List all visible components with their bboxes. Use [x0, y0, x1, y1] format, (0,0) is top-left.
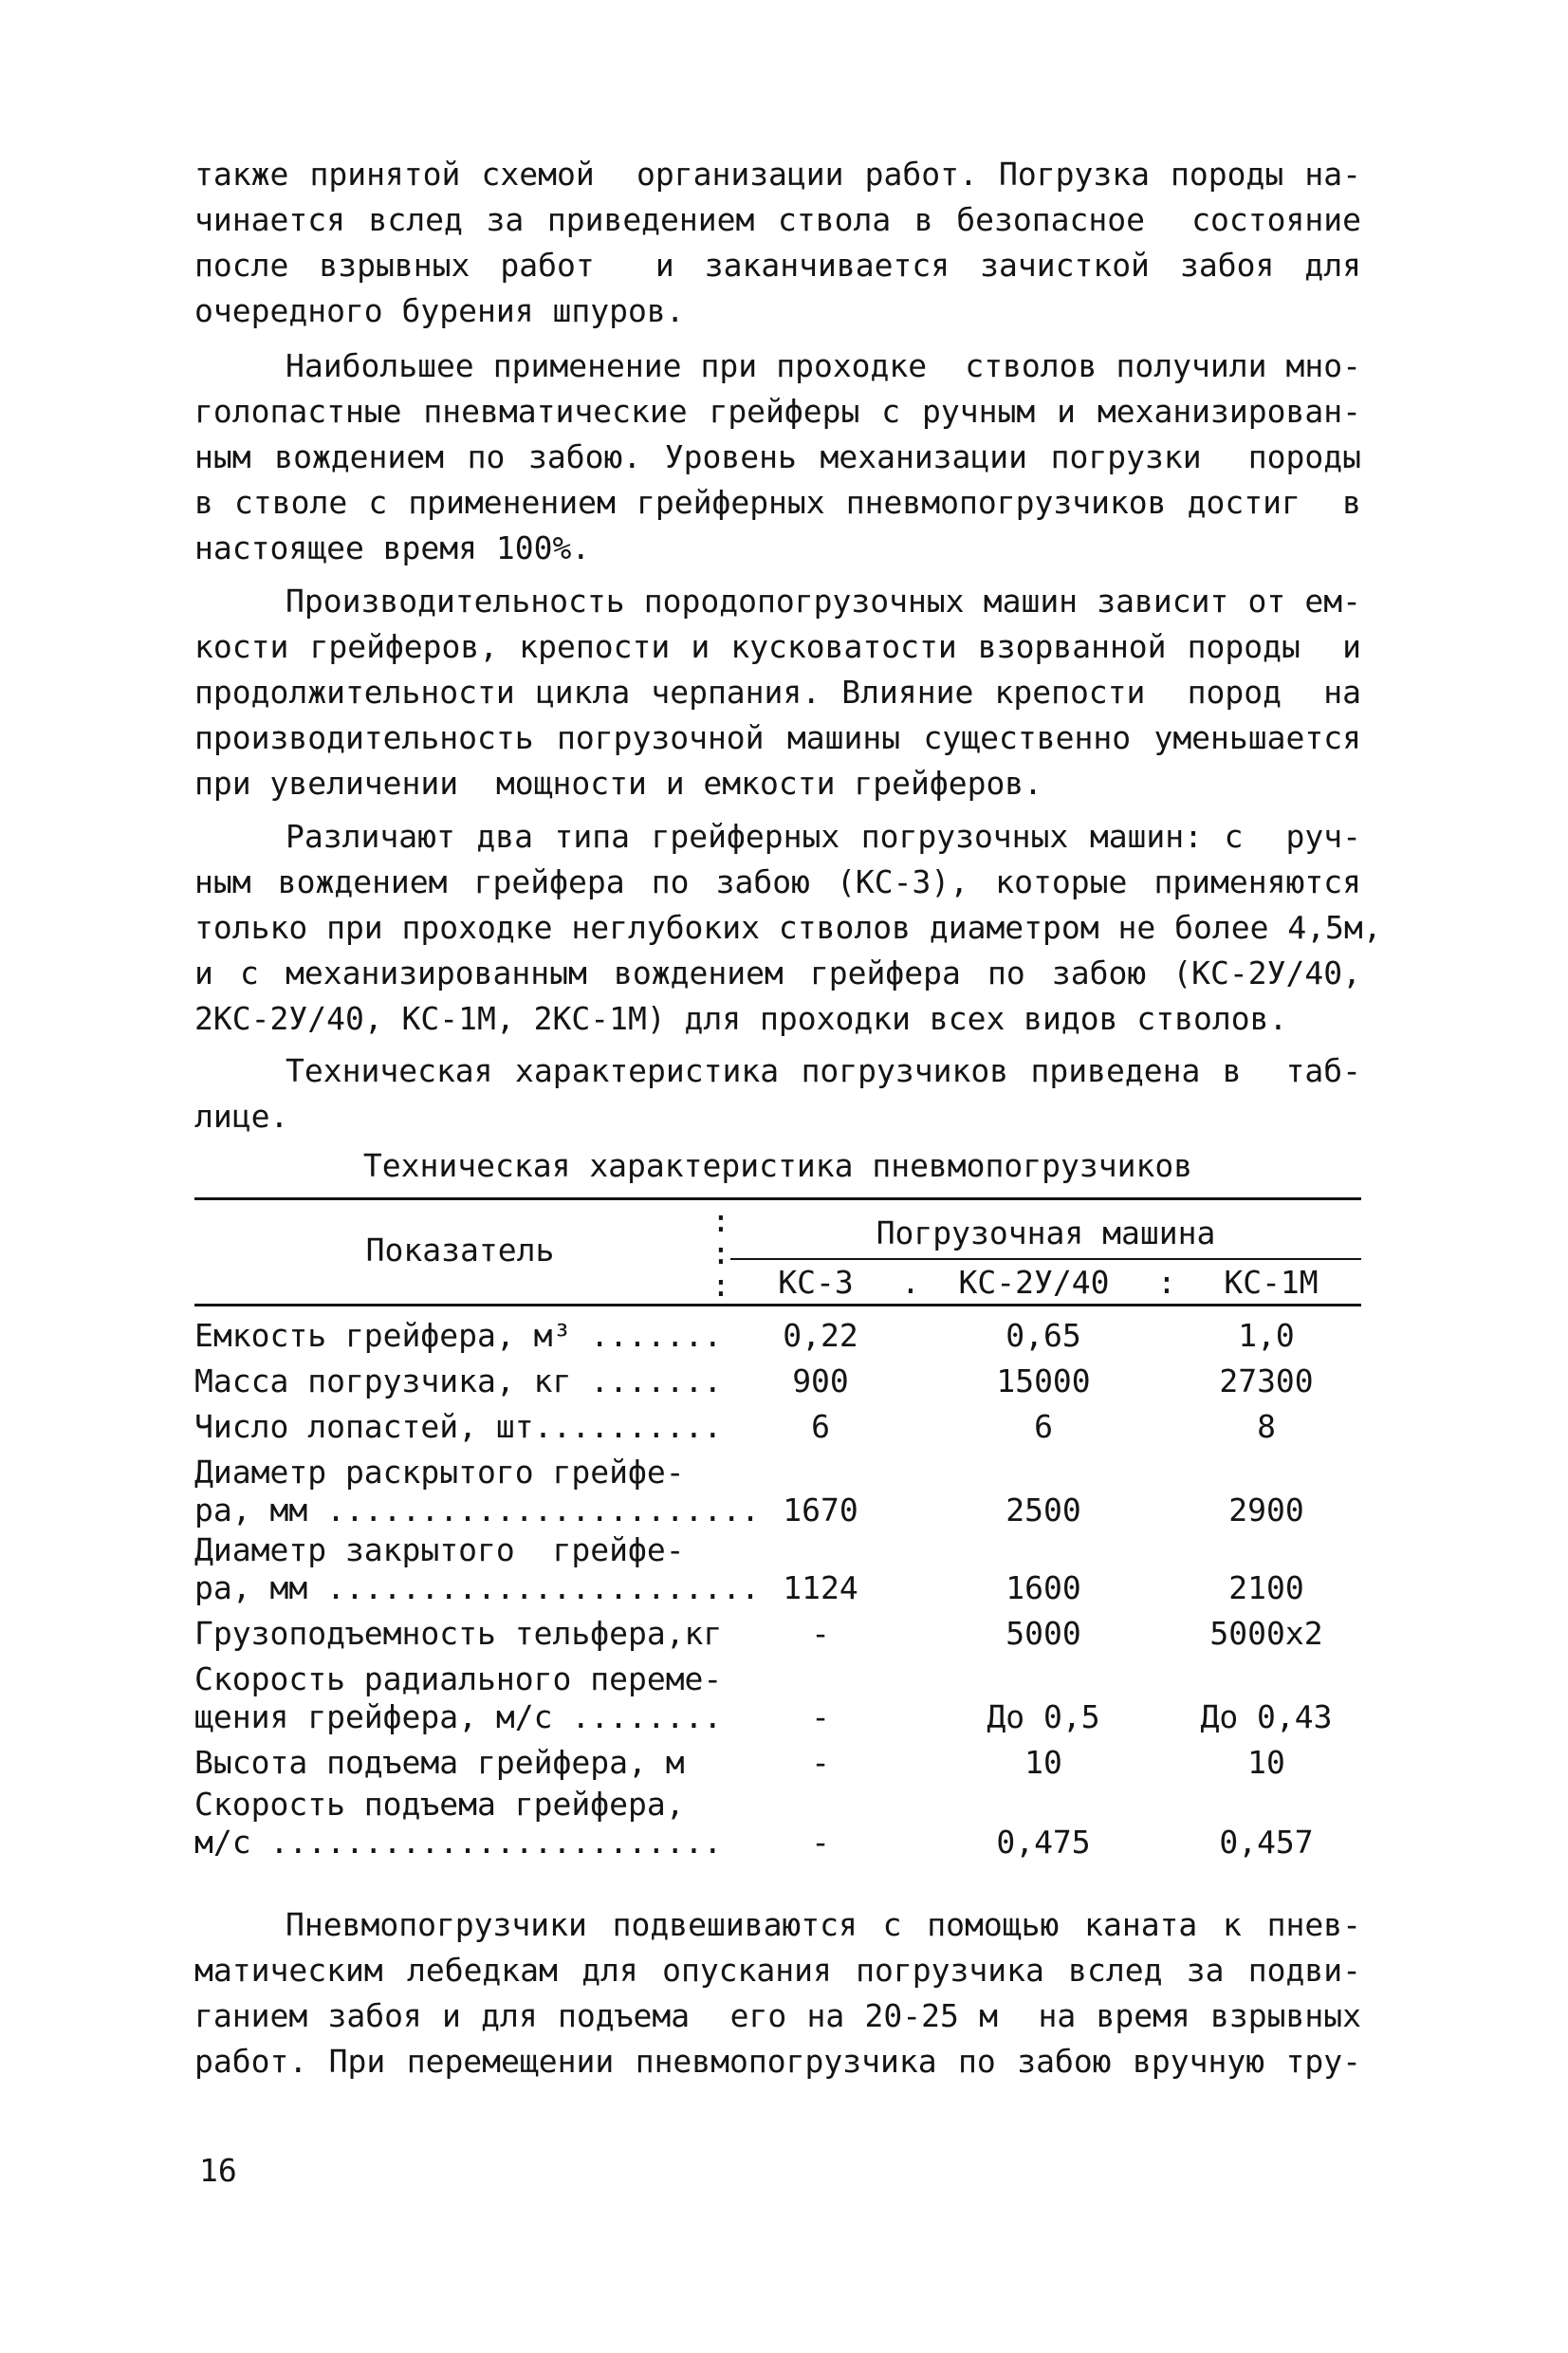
text-line: при увеличении мощности и емкости грейферов. — [194, 765, 1043, 802]
text-line: очередного бурения шпуров. — [194, 292, 685, 329]
text-line: производительность погрузочной машины существенно уменьшается — [194, 719, 1361, 756]
table-cell: 8 — [1257, 1408, 1276, 1445]
text-line: кости грейферов, крепости и кусковатости взорванной породы и — [194, 628, 1361, 665]
paragraph-5 — [194, 1048, 1361, 1139]
header-machine-ks1m: КС-1М — [1224, 1264, 1319, 1301]
text-line: продолжительности цикла черпания. Влияние крепости пород на — [194, 674, 1361, 711]
paragraph-1 — [194, 152, 1361, 334]
table-cell: 27300 — [1219, 1362, 1314, 1399]
paragraph-2 — [194, 343, 1361, 571]
table-cell: 2100 — [1228, 1569, 1304, 1606]
text-line: лице. — [194, 1098, 289, 1135]
header-separator: . — [901, 1264, 920, 1301]
table-top-rule — [194, 1197, 1361, 1200]
text-line: в стволе с применением грейферных пневмопогрузчиков достиг в — [194, 484, 1361, 521]
header-separator: : — [1157, 1264, 1176, 1301]
text-line: только при проходке неглубоких стволов диаметром не более 4,5м, — [194, 909, 1382, 946]
text-line: Техническая характеристика погрузчиков приведена в таб- — [286, 1052, 1361, 1089]
table-cell: 5000х2 — [1209, 1615, 1323, 1652]
table-cell: 0,457 — [1219, 1824, 1314, 1861]
table-cell: 5000 — [1005, 1615, 1081, 1652]
text-line: голопастные пневматические грейферы с ручным и механизирован- — [194, 393, 1361, 430]
table-cell: До 0,43 — [1200, 1698, 1333, 1735]
table-row-label: Высота подъема грейфера, м — [194, 1744, 685, 1781]
table-row-label: Грузоподъемность тельфера,кг — [194, 1615, 723, 1652]
table-cell: - — [811, 1698, 830, 1735]
page-number: 16 — [199, 2152, 237, 2189]
table-row-label: Масса погрузчика, кг ....... — [194, 1362, 723, 1399]
paragraph-4 — [194, 814, 1382, 1042]
table-cell: - — [811, 1615, 830, 1652]
table-cell: 0,22 — [783, 1317, 858, 1354]
header-indicator: Показатель — [365, 1232, 555, 1269]
table-cell: 15000 — [996, 1362, 1091, 1399]
table-row-label: Диаметр закрытого грейфе- ра, мм ....................... — [194, 1531, 761, 1606]
table-cell: 0,65 — [1005, 1317, 1081, 1354]
table-cell: 0,475 — [996, 1824, 1091, 1861]
text-line: матическим лебедкам для опускания погрузчика вслед за подви- — [194, 1952, 1361, 1989]
header-machine-ks2u40: КС-2У/40 — [958, 1264, 1110, 1301]
table-caption: Техническая характеристика пневмопогрузчиков — [362, 1147, 1193, 1184]
table-row-label: Скорость радиального переме- щения грейфера, м/с ........ — [194, 1660, 723, 1735]
text-line: работ. При перемещении пневмопогрузчика по забою вручную тру- — [194, 2043, 1361, 2080]
text-line: ным вождением по забою. Уровень механизации погрузки породы — [194, 438, 1361, 475]
header-bottom-rule — [194, 1304, 1361, 1306]
paragraph-3 — [194, 579, 1361, 806]
table-cell: - — [811, 1744, 830, 1781]
text-line: Пневмопогрузчики подвешиваются с помощью каната к пнев- — [286, 1906, 1361, 1943]
table-cell: 2900 — [1228, 1491, 1304, 1529]
text-line: ганием забоя и для подъема его на 20-25 м на время взрывных — [194, 1997, 1361, 2034]
table-row-label: Емкость грейфера, м³ ....... — [194, 1317, 723, 1354]
text-line: настоящее время 100%. — [194, 529, 591, 566]
table-bottom-rule — [194, 1865, 1361, 1867]
text-line: ным вождением грейфера по забою (КС-3), которые применяются — [194, 863, 1361, 900]
text-line: и с механизированным вождением грейфера по забою (КС-2У/40, — [194, 954, 1361, 991]
header-machine-ks3: КС-3 — [778, 1264, 854, 1301]
text-line: Производительность породопогрузочных машин зависит от ем- — [286, 583, 1361, 620]
table-cell: 1600 — [1005, 1569, 1081, 1606]
paragraph-after-table — [194, 1902, 1361, 2084]
text-line: также принятой схемой организации работ. Погрузка породы на- — [194, 156, 1361, 193]
table-row-label: Диаметр раскрытого грейфе- ра, мм ....................... — [194, 1454, 761, 1529]
table-cell: - — [811, 1824, 830, 1861]
table-cell: 10 — [1024, 1744, 1062, 1781]
header-group-rule — [730, 1258, 1361, 1260]
header-group: Погрузочная машина — [876, 1214, 1216, 1251]
text-line: после взрывных работ и заканчивается зачисткой забоя для — [194, 247, 1361, 284]
table-cell: 1124 — [783, 1569, 858, 1606]
table-cell: До 0,5 — [987, 1698, 1100, 1735]
table-cell: 1,0 — [1238, 1317, 1295, 1354]
table-cell: 10 — [1247, 1744, 1285, 1781]
text-line: 2КС-2У/40, КС-1М, 2КС-1М) для проходки всех видов стволов. — [194, 1000, 1288, 1037]
header-separator: : : : — [711, 1202, 730, 1304]
table-cell: 1670 — [783, 1491, 858, 1529]
text-line: Наибольшее применение при проходке стволов получили мно- — [286, 347, 1361, 384]
table-cell: 900 — [792, 1362, 849, 1399]
table-cell: 2500 — [1005, 1491, 1081, 1529]
table-row-label: Скорость подъема грейфера, м/с ........................ — [194, 1786, 723, 1861]
table-cell: 6 — [811, 1408, 830, 1445]
text-line: чинается вслед за приведением ствола в безопасное состояние — [194, 201, 1361, 238]
text-line: Различают два типа грейферных погрузочных машин: с руч- — [286, 818, 1361, 855]
table-row-label: Число лопастей, шт.......... — [194, 1408, 723, 1445]
table-cell: 6 — [1034, 1408, 1053, 1445]
